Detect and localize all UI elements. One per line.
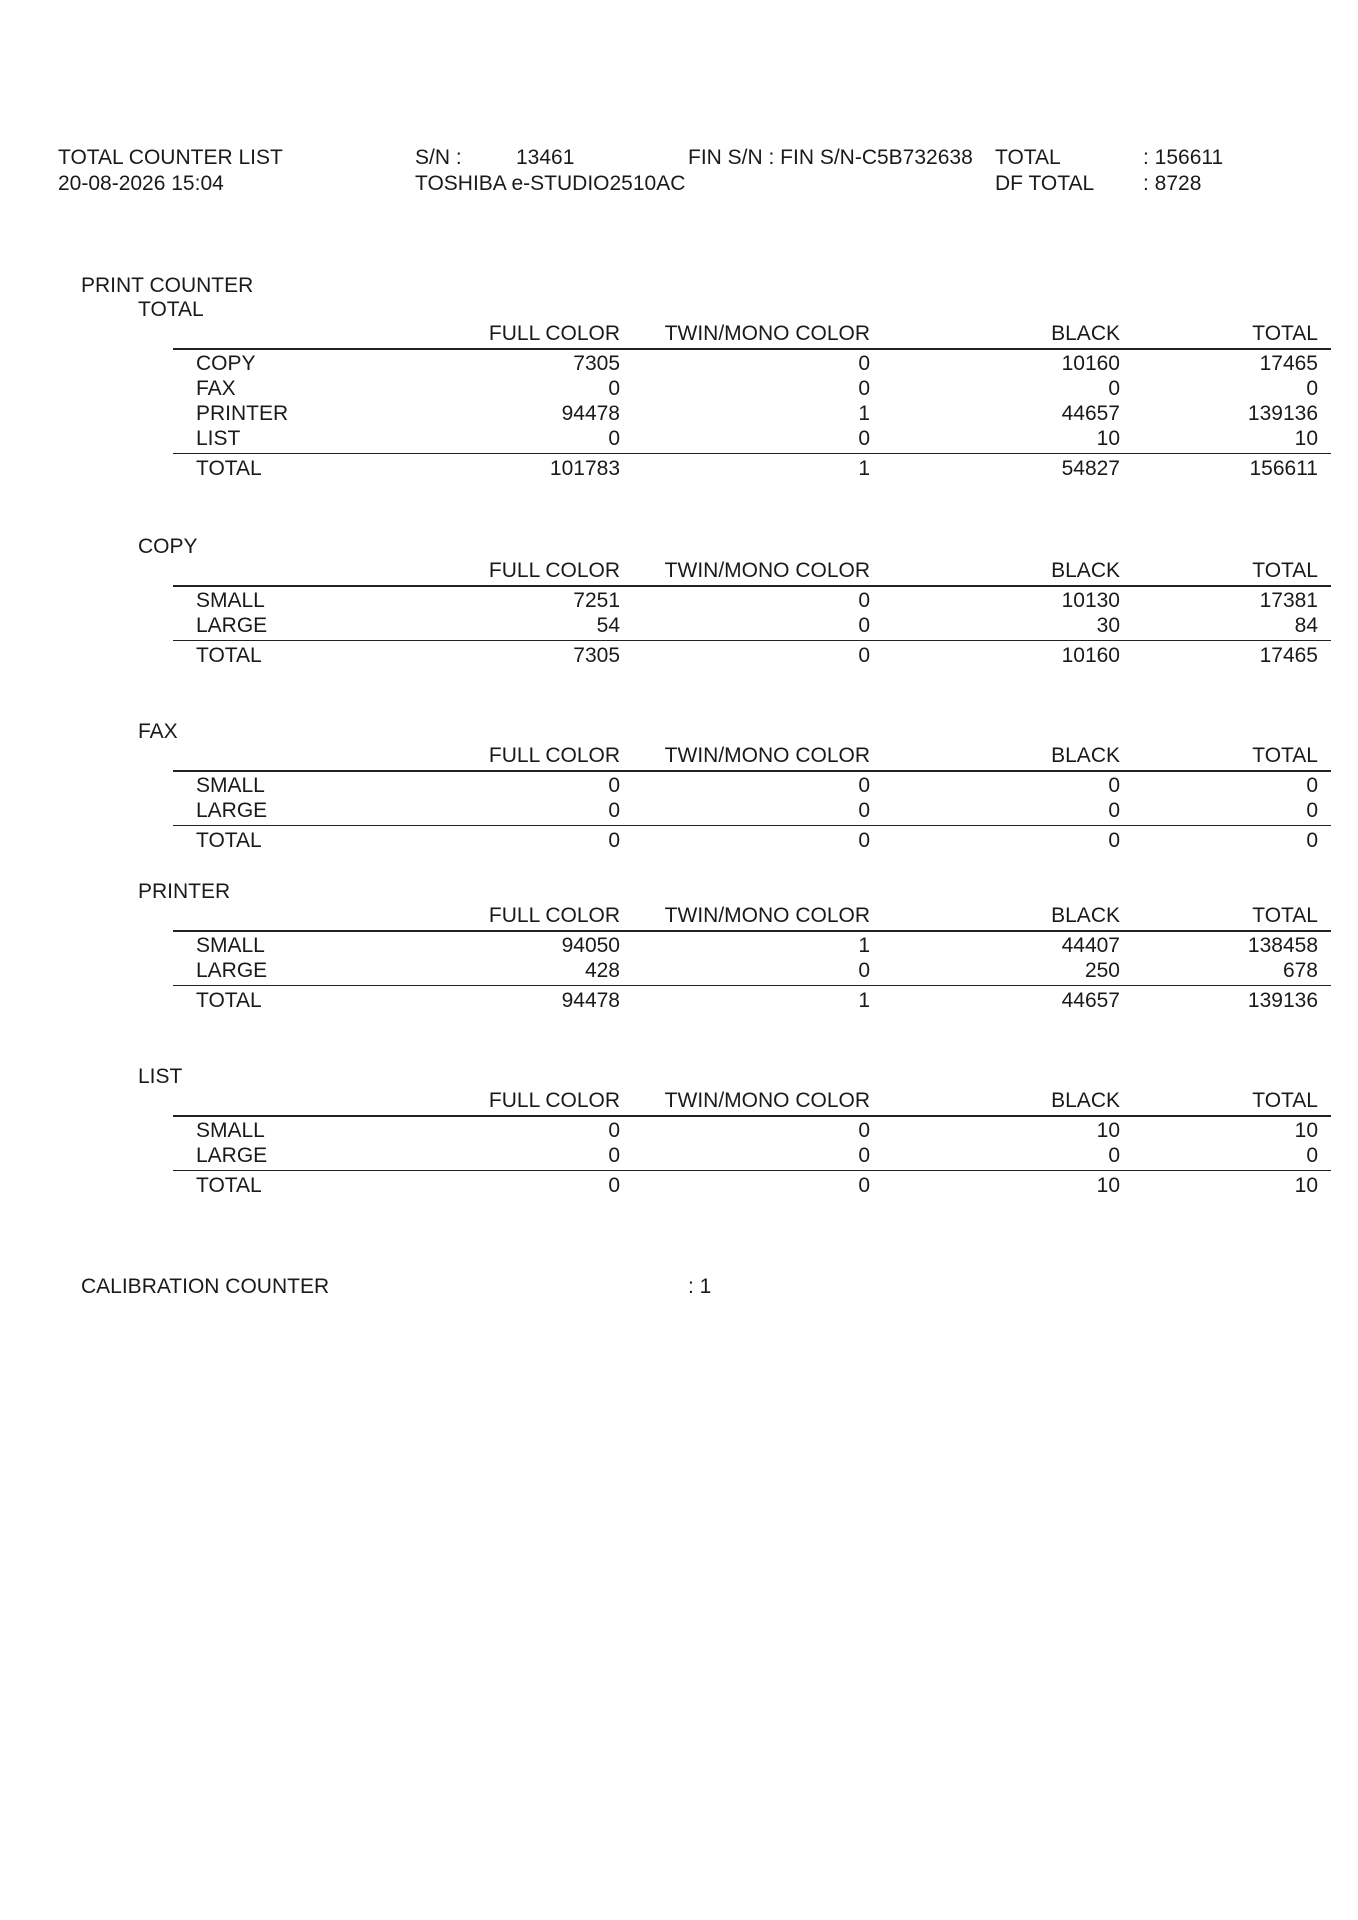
black-value: 10 bbox=[1096, 1119, 1120, 1142]
col-header-full-color: FULL COLOR bbox=[488, 559, 620, 582]
black-value: 10130 bbox=[1061, 589, 1120, 612]
row-label: TOTAL bbox=[196, 457, 262, 480]
black-value: 10 bbox=[1096, 1174, 1120, 1197]
row-label: TOTAL bbox=[196, 644, 262, 667]
df-total-value: : 8728 bbox=[1143, 172, 1202, 195]
col-header-full-color: FULL COLOR bbox=[488, 1089, 620, 1112]
total-value: 10 bbox=[1294, 1174, 1318, 1197]
col-header-black: BLACK bbox=[1051, 1089, 1120, 1112]
black-value: 30 bbox=[1096, 614, 1120, 637]
counter-table bbox=[173, 559, 1331, 699]
twin-mono-value: 1 bbox=[858, 402, 870, 425]
twin-mono-value: 0 bbox=[858, 377, 870, 400]
full-color-value: 0 bbox=[608, 799, 620, 822]
full-color-value: 0 bbox=[608, 1119, 620, 1142]
total-rule bbox=[173, 825, 1331, 826]
col-header-full-color: FULL COLOR bbox=[488, 904, 620, 927]
full-color-value: 0 bbox=[608, 427, 620, 450]
twin-mono-value: 0 bbox=[858, 799, 870, 822]
col-header-twin-mono-color: TWIN/MONO COLOR bbox=[664, 744, 870, 767]
row-label: LARGE bbox=[196, 959, 268, 982]
total-rule bbox=[173, 1170, 1331, 1171]
col-header-total: TOTAL bbox=[1252, 322, 1318, 345]
black-value: 10 bbox=[1096, 427, 1120, 450]
black-value: 54827 bbox=[1061, 457, 1120, 480]
finisher-serial: FIN S/N : FIN S/N-C5B732638 bbox=[688, 146, 973, 169]
section-title: FAX bbox=[138, 720, 178, 743]
header-rule bbox=[173, 770, 1331, 772]
black-value: 0 bbox=[1108, 774, 1120, 797]
report-title: TOTAL COUNTER LIST bbox=[58, 146, 283, 169]
black-value: 10160 bbox=[1061, 644, 1120, 667]
col-header-twin-mono-color: TWIN/MONO COLOR bbox=[664, 559, 870, 582]
twin-mono-value: 0 bbox=[858, 644, 870, 667]
black-value: 44657 bbox=[1061, 402, 1120, 425]
total-rule bbox=[173, 985, 1331, 986]
section-title: TOTAL bbox=[138, 298, 204, 321]
total-value: 0 bbox=[1306, 377, 1318, 400]
row-label: SMALL bbox=[196, 589, 265, 612]
total-value: 0 bbox=[1306, 1144, 1318, 1167]
total-value: 0 bbox=[1306, 799, 1318, 822]
calibration-counter-label: CALIBRATION COUNTER bbox=[81, 1275, 330, 1298]
twin-mono-value: 1 bbox=[858, 457, 870, 480]
total-rule bbox=[173, 453, 1331, 454]
black-value: 10160 bbox=[1061, 352, 1120, 375]
col-header-black: BLACK bbox=[1051, 559, 1120, 582]
header-rule bbox=[173, 348, 1331, 350]
col-header-total: TOTAL bbox=[1252, 744, 1318, 767]
header-rule bbox=[173, 930, 1331, 932]
total-rule bbox=[173, 640, 1331, 641]
row-label: COPY bbox=[196, 352, 256, 375]
black-value: 44407 bbox=[1061, 934, 1120, 957]
total-value: 84 bbox=[1294, 614, 1318, 637]
serial-number-label: S/N : bbox=[415, 146, 462, 169]
calibration-counter-value: : 1 bbox=[688, 1275, 712, 1298]
row-label: SMALL bbox=[196, 1119, 265, 1142]
row-label: SMALL bbox=[196, 934, 265, 957]
full-color-value: 7305 bbox=[573, 644, 620, 667]
model-name: TOSHIBA e-STUDIO2510AC bbox=[415, 172, 686, 195]
black-value: 0 bbox=[1108, 799, 1120, 822]
twin-mono-value: 0 bbox=[858, 1144, 870, 1167]
header-rule bbox=[173, 585, 1331, 587]
counter-table bbox=[173, 1089, 1331, 1229]
total-value: 17381 bbox=[1259, 589, 1318, 612]
df-total-label: DF TOTAL bbox=[995, 172, 1095, 195]
black-value: 0 bbox=[1108, 1144, 1120, 1167]
row-label: SMALL bbox=[196, 774, 265, 797]
full-color-value: 0 bbox=[608, 377, 620, 400]
full-color-value: 7305 bbox=[573, 352, 620, 375]
counter-table bbox=[173, 744, 1331, 884]
col-header-full-color: FULL COLOR bbox=[488, 322, 620, 345]
total-value: 17465 bbox=[1259, 644, 1318, 667]
counter-table bbox=[173, 904, 1331, 1044]
black-value: 0 bbox=[1108, 377, 1120, 400]
twin-mono-value: 0 bbox=[858, 774, 870, 797]
header-total-value: : 156611 bbox=[1143, 146, 1224, 169]
row-label: LARGE bbox=[196, 799, 268, 822]
black-value: 250 bbox=[1084, 959, 1120, 982]
total-value: 138458 bbox=[1247, 934, 1318, 957]
twin-mono-value: 0 bbox=[858, 1119, 870, 1142]
twin-mono-value: 1 bbox=[858, 989, 870, 1012]
col-header-full-color: FULL COLOR bbox=[488, 744, 620, 767]
full-color-value: 0 bbox=[608, 774, 620, 797]
total-value: 0 bbox=[1306, 774, 1318, 797]
full-color-value: 0 bbox=[608, 1174, 620, 1197]
total-value: 156611 bbox=[1249, 457, 1318, 480]
serial-number-value: 13461 bbox=[516, 146, 575, 169]
row-label: TOTAL bbox=[196, 1174, 262, 1197]
print-counter-label: PRINT COUNTER bbox=[81, 274, 254, 297]
header-total-label: TOTAL bbox=[995, 146, 1061, 169]
twin-mono-value: 0 bbox=[858, 427, 870, 450]
section-title: LIST bbox=[138, 1065, 183, 1088]
full-color-value: 428 bbox=[584, 959, 620, 982]
row-label: TOTAL bbox=[196, 989, 262, 1012]
total-value: 10 bbox=[1294, 427, 1318, 450]
header-rule bbox=[173, 1115, 1331, 1117]
section-title: COPY bbox=[138, 535, 198, 558]
total-value: 139136 bbox=[1247, 402, 1318, 425]
col-header-black: BLACK bbox=[1051, 744, 1120, 767]
col-header-total: TOTAL bbox=[1252, 904, 1318, 927]
row-label: TOTAL bbox=[196, 829, 262, 852]
row-label: FAX bbox=[196, 377, 236, 400]
twin-mono-value: 0 bbox=[858, 959, 870, 982]
black-value: 44657 bbox=[1061, 989, 1120, 1012]
row-label: LIST bbox=[196, 427, 241, 450]
col-header-total: TOTAL bbox=[1252, 559, 1318, 582]
twin-mono-value: 1 bbox=[858, 934, 870, 957]
row-label: LARGE bbox=[196, 614, 268, 637]
section-title: PRINTER bbox=[138, 880, 231, 903]
total-value: 10 bbox=[1294, 1119, 1318, 1142]
row-label: LARGE bbox=[196, 1144, 268, 1167]
total-value: 678 bbox=[1282, 959, 1318, 982]
col-header-black: BLACK bbox=[1051, 322, 1120, 345]
full-color-value: 0 bbox=[608, 1144, 620, 1167]
black-value: 0 bbox=[1108, 829, 1120, 852]
twin-mono-value: 0 bbox=[858, 352, 870, 375]
twin-mono-value: 0 bbox=[858, 589, 870, 612]
full-color-value: 94478 bbox=[561, 989, 620, 1012]
total-value: 139136 bbox=[1247, 989, 1318, 1012]
twin-mono-value: 0 bbox=[858, 829, 870, 852]
total-value: 0 bbox=[1306, 829, 1318, 852]
full-color-value: 0 bbox=[608, 829, 620, 852]
full-color-value: 94478 bbox=[561, 402, 620, 425]
report-datetime: 20-08-2026 15:04 bbox=[58, 172, 224, 195]
counter-table bbox=[173, 322, 1331, 488]
full-color-value: 101783 bbox=[549, 457, 620, 480]
full-color-value: 7251 bbox=[573, 589, 620, 612]
row-label: PRINTER bbox=[196, 402, 289, 425]
col-header-twin-mono-color: TWIN/MONO COLOR bbox=[664, 322, 870, 345]
col-header-twin-mono-color: TWIN/MONO COLOR bbox=[664, 904, 870, 927]
col-header-total: TOTAL bbox=[1252, 1089, 1318, 1112]
full-color-value: 94050 bbox=[561, 934, 620, 957]
col-header-twin-mono-color: TWIN/MONO COLOR bbox=[664, 1089, 870, 1112]
full-color-value: 54 bbox=[596, 614, 620, 637]
total-value: 17465 bbox=[1259, 352, 1318, 375]
col-header-black: BLACK bbox=[1051, 904, 1120, 927]
twin-mono-value: 0 bbox=[858, 1174, 870, 1197]
twin-mono-value: 0 bbox=[858, 614, 870, 637]
